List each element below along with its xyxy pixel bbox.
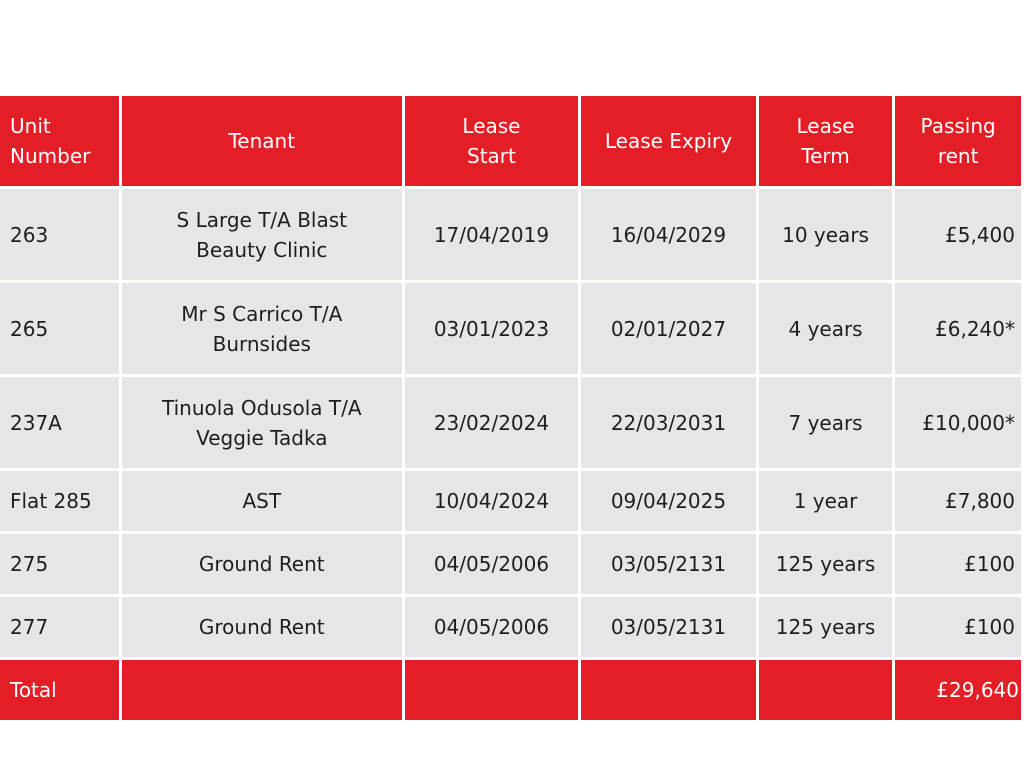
total-empty-cell	[122, 660, 405, 723]
table-row	[0, 189, 1024, 283]
cell-tenant: Mr S Carrico T/A Burnsides	[122, 283, 405, 377]
header-tenant: Tenant	[122, 96, 405, 189]
cell-lease-term: 10 years	[759, 189, 895, 283]
cell-tenant: Ground Rent	[122, 597, 405, 660]
table-row	[0, 471, 1024, 534]
total-row	[0, 660, 1024, 723]
cell-tenant: S Large T/A Blast Beauty Clinic	[122, 189, 405, 283]
cell-lease-start: 17/04/2019	[405, 189, 581, 283]
cell-passing-rent: £10,000*	[895, 377, 1024, 471]
total-label: Total	[0, 660, 122, 723]
cell-lease-expiry: 03/05/2131	[581, 597, 759, 660]
total-empty-cell	[405, 660, 581, 723]
cell-tenant: AST	[122, 471, 405, 534]
cell-lease-expiry: 22/03/2031	[581, 377, 759, 471]
cell-lease-expiry: 03/05/2131	[581, 534, 759, 597]
header-lease-start: Lease Start	[405, 96, 581, 189]
cell-lease-term: 4 years	[759, 283, 895, 377]
cell-lease-term: 7 years	[759, 377, 895, 471]
total-empty-cell	[759, 660, 895, 723]
cell-lease-expiry: 09/04/2025	[581, 471, 759, 534]
cell-lease-term: 125 years	[759, 597, 895, 660]
header-passing-rent: Passing rent	[895, 96, 1024, 189]
cell-tenant: Ground Rent	[122, 534, 405, 597]
cell-passing-rent: £5,400	[895, 189, 1024, 283]
cell-lease-start: 04/05/2006	[405, 534, 581, 597]
cell-passing-rent: £100	[895, 597, 1024, 660]
total-empty-cell	[581, 660, 759, 723]
cell-unit: 275	[0, 534, 122, 597]
cell-lease-start: 03/01/2023	[405, 283, 581, 377]
cell-passing-rent: £6,240*	[895, 283, 1024, 377]
table-row	[0, 377, 1024, 471]
cell-lease-start: 04/05/2006	[405, 597, 581, 660]
cell-unit: 265	[0, 283, 122, 377]
cell-lease-start: 10/04/2024	[405, 471, 581, 534]
header-lease-expiry: Lease Expiry	[581, 96, 759, 189]
header-row	[0, 96, 1024, 189]
table-row	[0, 597, 1024, 660]
cell-lease-expiry: 16/04/2029	[581, 189, 759, 283]
cell-lease-term: 125 years	[759, 534, 895, 597]
cell-lease-term: 1 year	[759, 471, 895, 534]
cell-unit: 263	[0, 189, 122, 283]
lease-schedule-table	[0, 96, 1024, 723]
cell-unit: Flat 285	[0, 471, 122, 534]
cell-lease-start: 23/02/2024	[405, 377, 581, 471]
header-lease-term: Lease Term	[759, 96, 895, 189]
total-passing-rent: £29,640	[895, 660, 1024, 723]
table-row	[0, 534, 1024, 597]
cell-lease-expiry: 02/01/2027	[581, 283, 759, 377]
cell-passing-rent: £7,800	[895, 471, 1024, 534]
table-row	[0, 283, 1024, 377]
cell-unit: 277	[0, 597, 122, 660]
cell-passing-rent: £100	[895, 534, 1024, 597]
cell-unit: 237A	[0, 377, 122, 471]
header-unit-number: Unit Number	[0, 96, 122, 189]
cell-tenant: Tinuola Odusola T/A Veggie Tadka	[122, 377, 405, 471]
